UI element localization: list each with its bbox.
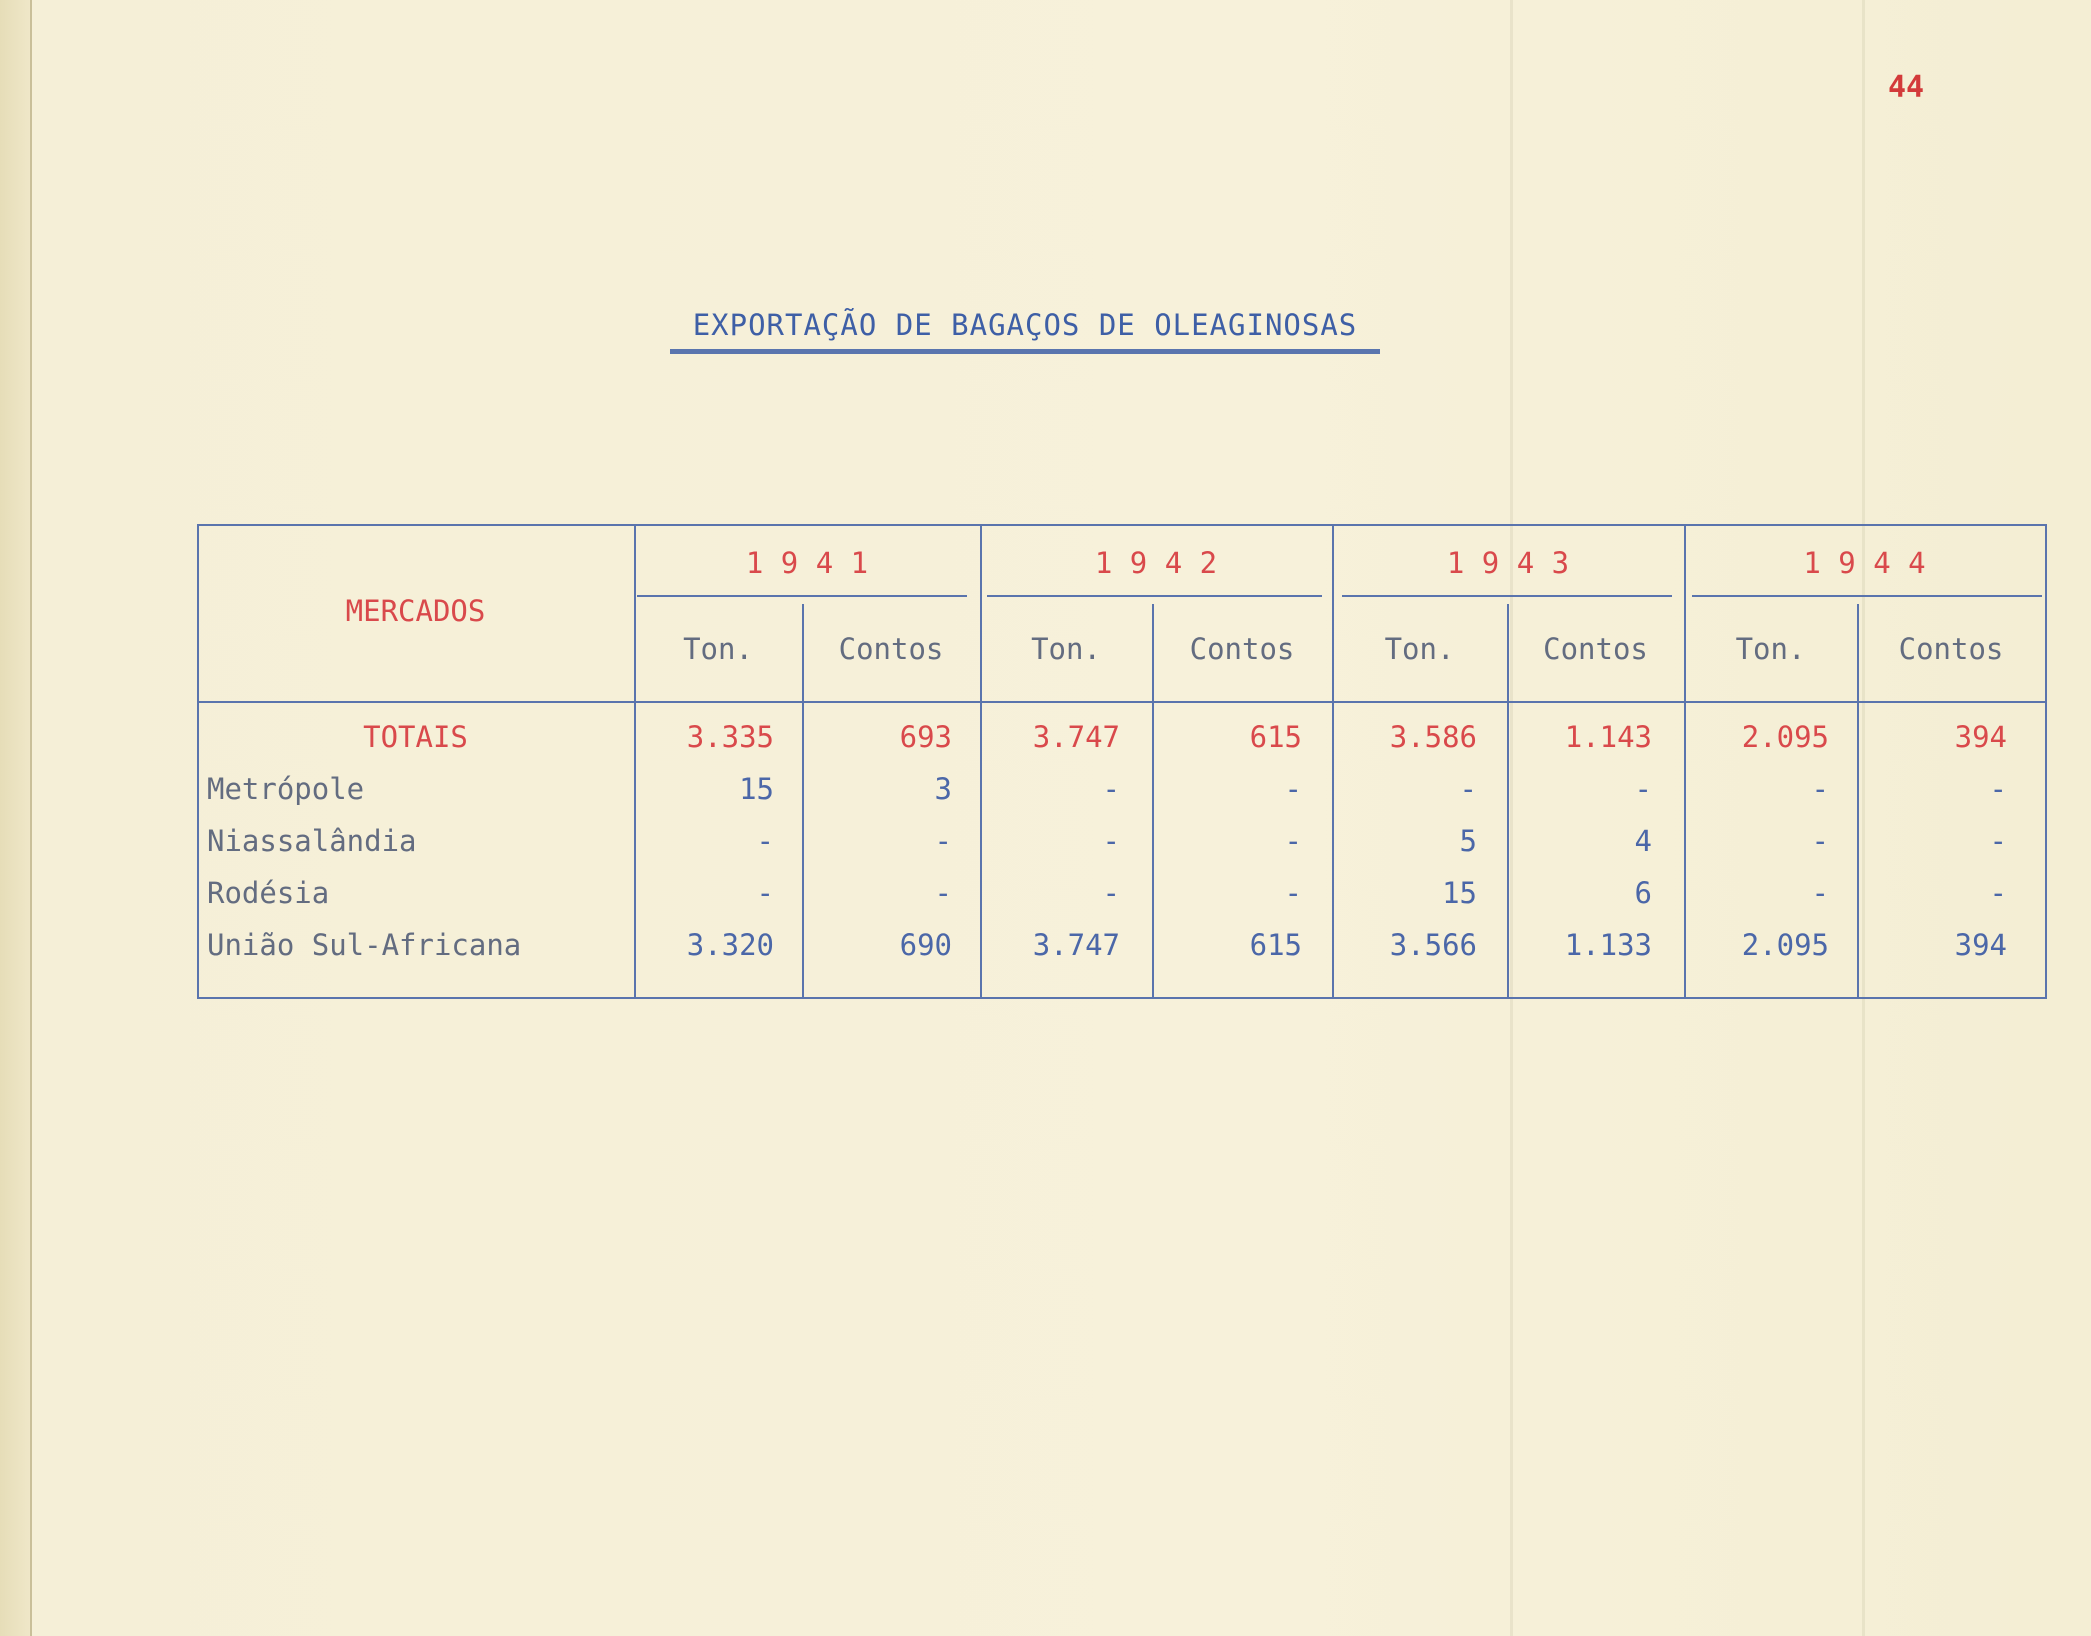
table-cell: - <box>1284 772 1302 806</box>
subheader-contos: Contos <box>1543 632 1648 666</box>
table-cell: - <box>934 824 952 858</box>
table-cell: 3.566 <box>1389 928 1477 962</box>
table-cell: - <box>1811 824 1829 858</box>
table-cell: 690 <box>899 928 952 962</box>
table-cell: 3.586 <box>1389 720 1477 754</box>
row-label-market: Rodésia <box>207 876 330 910</box>
year-header-1944: 1 9 4 4 <box>1803 546 1926 580</box>
subheader-contos: Contos <box>1189 632 1295 666</box>
table-cell: 4 <box>1634 824 1652 858</box>
row-label-market: Niassalândia <box>207 824 417 858</box>
table-cell: 2.095 <box>1741 720 1829 754</box>
table-cell: - <box>756 824 774 858</box>
subheader-ton: Ton. <box>683 632 753 666</box>
row-label-totals: TOTAIS <box>363 720 468 754</box>
subheader-ton: Ton. <box>1735 632 1806 666</box>
table-cell: 615 <box>1249 720 1302 754</box>
subheader-ton: Ton. <box>1031 632 1101 666</box>
table-cell: 3.320 <box>686 928 774 962</box>
table-cell: - <box>1989 824 2007 858</box>
year-header-1941: 1 9 4 1 <box>745 546 869 580</box>
year-rule <box>987 595 1322 597</box>
table-cell: - <box>1811 876 1829 910</box>
table-border-bottom <box>197 997 2047 999</box>
header-separator <box>197 701 2047 703</box>
table-border-top <box>197 524 2047 526</box>
year-rule <box>637 595 967 597</box>
row-label-market: União Sul-Africana <box>207 928 522 962</box>
table-cell: - <box>1459 772 1477 806</box>
table-cell: - <box>1102 824 1120 858</box>
table-cell: - <box>1989 876 2007 910</box>
table-cell: - <box>1284 876 1302 910</box>
table-cell: 693 <box>899 720 952 754</box>
table-border-right <box>2045 524 2047 999</box>
table-cell: - <box>1989 772 2007 806</box>
table-cell: 2.095 <box>1741 928 1829 962</box>
title-underline <box>670 349 1380 354</box>
table-cell: 5 <box>1459 824 1477 858</box>
table-cell: 3.747 <box>1032 928 1120 962</box>
year-rule <box>1692 595 2042 597</box>
table-cell: 6 <box>1634 876 1652 910</box>
table-cell: - <box>1102 876 1120 910</box>
table-cell: 615 <box>1249 928 1302 962</box>
paper-left-edge <box>0 0 32 1636</box>
table-cell: - <box>1284 824 1302 858</box>
subheader-contos: Contos <box>838 632 944 666</box>
table-cell: 394 <box>1954 928 2007 962</box>
table-cell: 3.335 <box>686 720 774 754</box>
markets-column-header: MERCADOS <box>345 594 486 628</box>
document-title: EXPORTAÇÃO DE BAGAÇOS DE OLEAGINOSAS <box>692 308 1358 342</box>
table-cell: 1.143 <box>1564 720 1652 754</box>
table-cell: 15 <box>739 772 774 806</box>
table-cell: 3 <box>934 772 952 806</box>
table-cell: - <box>934 876 952 910</box>
year-header-1942: 1 9 4 2 <box>1094 546 1218 580</box>
table-cell: 394 <box>1954 720 2007 754</box>
row-label-market: Metrópole <box>207 772 365 806</box>
table-cell: 15 <box>1442 876 1477 910</box>
export-table <box>197 524 2047 999</box>
year-rule <box>1342 595 1672 597</box>
page-number: 44 <box>1888 70 1925 105</box>
table-cell: - <box>1102 772 1120 806</box>
table-cell: - <box>756 876 774 910</box>
table-cell: - <box>1811 772 1829 806</box>
table-cell: 1.133 <box>1564 928 1652 962</box>
table-cell: 3.747 <box>1032 720 1120 754</box>
table-cell: - <box>1634 772 1652 806</box>
subheader-ton: Ton. <box>1384 632 1455 666</box>
year-header-1943: 1 9 4 3 <box>1446 546 1570 580</box>
subheader-contos: Contos <box>1898 632 2004 666</box>
